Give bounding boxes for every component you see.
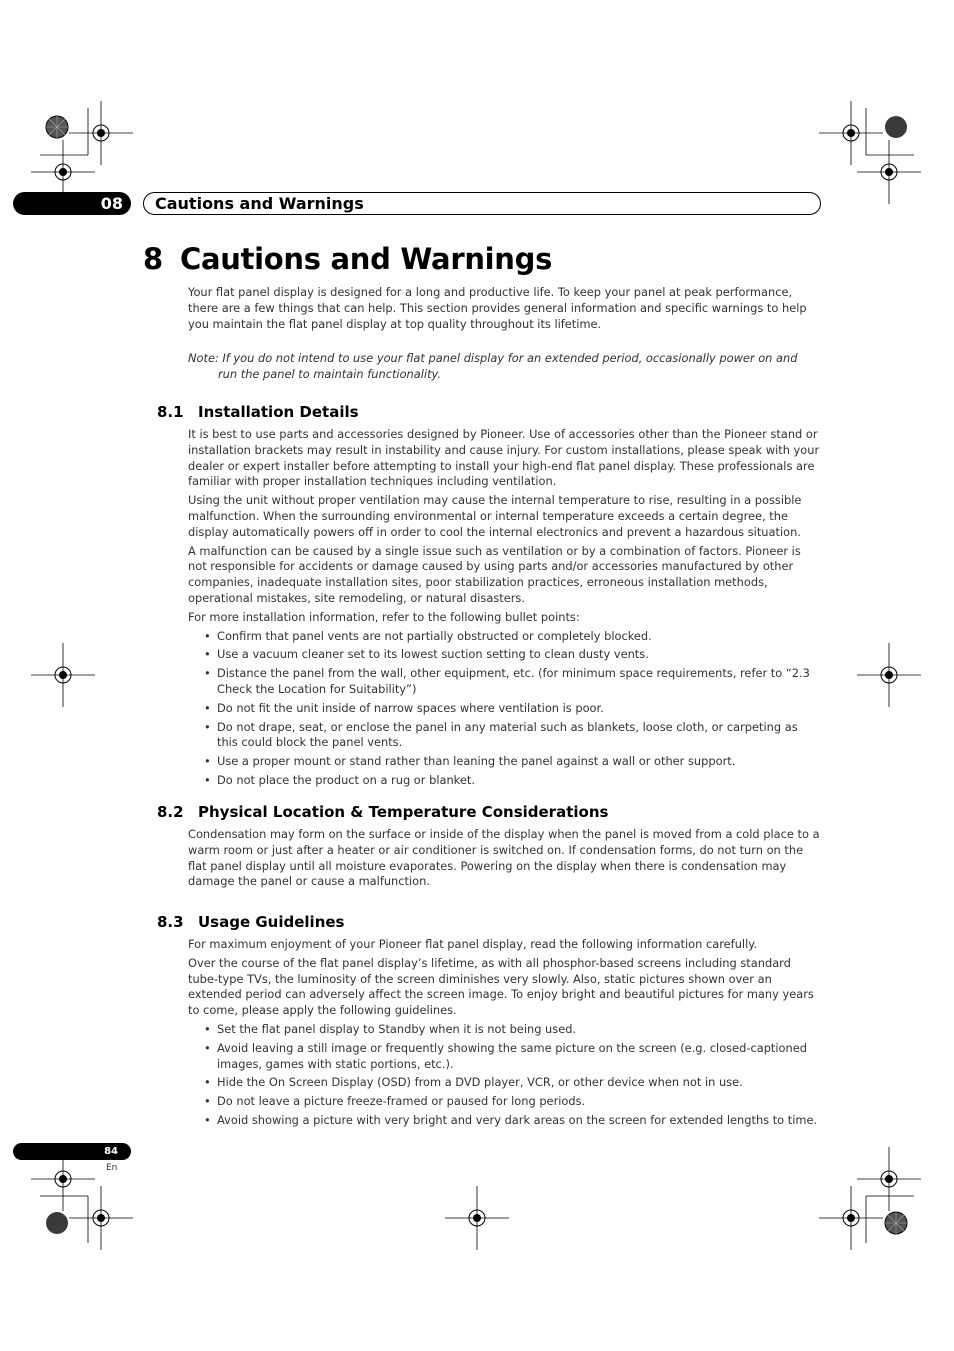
list-item: • Do not fit the unit inside of narrow spaces where ventilation is poor. [188,701,820,717]
bullet-list [188,629,820,789]
section-body-installation [188,427,820,792]
paragraph: Over the course of the flat panel display’s lifetime, as with all phosphor-based screens including standard tube-type TVs, the luminosity of the screen diminishes very slowly. Also, static pictures shown over an extended period can adversely affect the screen image. To enjoy bright and beautiful pictures for many years to come, please apply the following guidelines. [188,955,814,1018]
section-heading-usage [157,913,344,931]
section-number: 8.3 [157,913,184,931]
paragraph: A malfunction can be caused by a single issue such as ventilation or by a combination of factors. Pioneer is not responsible for accidents or damage caused by using parts and/or accessories manufactured by other companies, inadequate installation sites, poor stabilization practices, erroneous installation methods, operational mistakes, site remodeling, or natural disasters. [188,543,801,605]
page-title-number: 8 [143,242,163,276]
section-title: Physical Location & Temperature Considerations [198,803,609,821]
list-item: • Hide the On Screen Display (OSD) from a DVD player, VCR, or other device when not in use. [188,1075,820,1091]
paragraph: For maximum enjoyment of your Pioneer flat panel display, read the following information carefully. [188,937,757,951]
list-item: • Set the flat panel display to Standby when it is not being used. [188,1022,820,1038]
list-item: • Use a proper mount or stand rather than leaning the panel against a wall or other support. [188,754,820,770]
list-item: • Confirm that panel vents are not partially obstructed or completely blocked. [188,629,820,645]
list-item: • Distance the panel from the wall, other equipment, etc. (for minimum space requirements, refer to “2.3 Check the Location for Suitability”) [188,666,820,698]
paragraph: Condensation may form on the surface or inside of the display when the panel is moved from a cold place to a warm room or just after a heater or air conditioner is switched on. If condensation forms, do not turn on the flat panel display until all moisture evaporates. Powering on the display when there is condensation may damage the panel or cause a malfunction. [188,827,820,889]
list-item: • Do not leave a picture freeze-framed or paused for long periods. [188,1094,820,1110]
section-number: 8.2 [157,803,184,821]
paragraph: For more installation information, refer to the following bullet points: [188,609,580,624]
page-language: En [106,1163,118,1173]
chapter-number-tab: 08 [13,192,131,215]
section-title: Usage Guidelines [198,913,345,931]
page-number: 84 [13,1143,131,1160]
chapter-title: Cautions and Warnings [143,192,821,215]
list-item: • Avoid leaving a still image or frequently showing the same picture on the screen (e.g. closed-captioned images, games with static portions, etc.). [188,1041,820,1073]
section-heading-installation [157,403,359,421]
section-body-usage [188,937,820,1132]
intro [188,285,820,335]
intro-note [188,351,820,386]
paragraph: Using the unit without proper ventilation may cause the internal temperature to rise, resulting in a possible malfunction. When the surrounding environmental or internal temperature exceeds a certain degree, the display automatically powers off in order to cool the internal electronics and prevent a hazardous situation. [188,493,802,539]
section-number: 8.1 [157,403,184,421]
list-item: • Avoid showing a picture with very bright and very dark areas on the screen for extended lengths to time. [188,1113,820,1129]
paragraph: It is best to use parts and accessories designed by Pioneer. Use of accessories other than the Pioneer stand or installation brackets may result in instability and cause injury. For custom installations, please speak with your dealer or expert installer before attempting to install your high-end flat panel display. These professionals are familiar with proper installation techniques including ventilation. [188,427,820,489]
list-item: • Use a vacuum cleaner set to its lowest suction setting to clean dusty vents. [188,647,820,663]
note-paragraph: Note: If you do not intend to use your flat panel display for an extended period, occasionally power on and run the panel to maintain functionality. [188,351,798,381]
bullet-list [188,1022,820,1129]
page-title [143,242,552,276]
section-heading-physical-location [157,803,608,821]
section-body-physical-location [188,827,820,893]
page-title-text: Cautions and Warnings [180,242,553,276]
section-title: Installation Details [198,403,359,421]
list-item: • Do not drape, seat, or enclose the panel in any material such as blankets, loose cloth, or carpeting as this could block the panel vents. [188,720,820,752]
intro-paragraph: Your flat panel display is designed for a long and productive life. To keep your panel at peak performance, there are a few things that can help. This section provides general information and specific warnings to help you maintain the flat panel display at top quality throughout its lifetime. [188,285,807,331]
list-item: • Do not place the product on a rug or blanket. [188,773,820,789]
